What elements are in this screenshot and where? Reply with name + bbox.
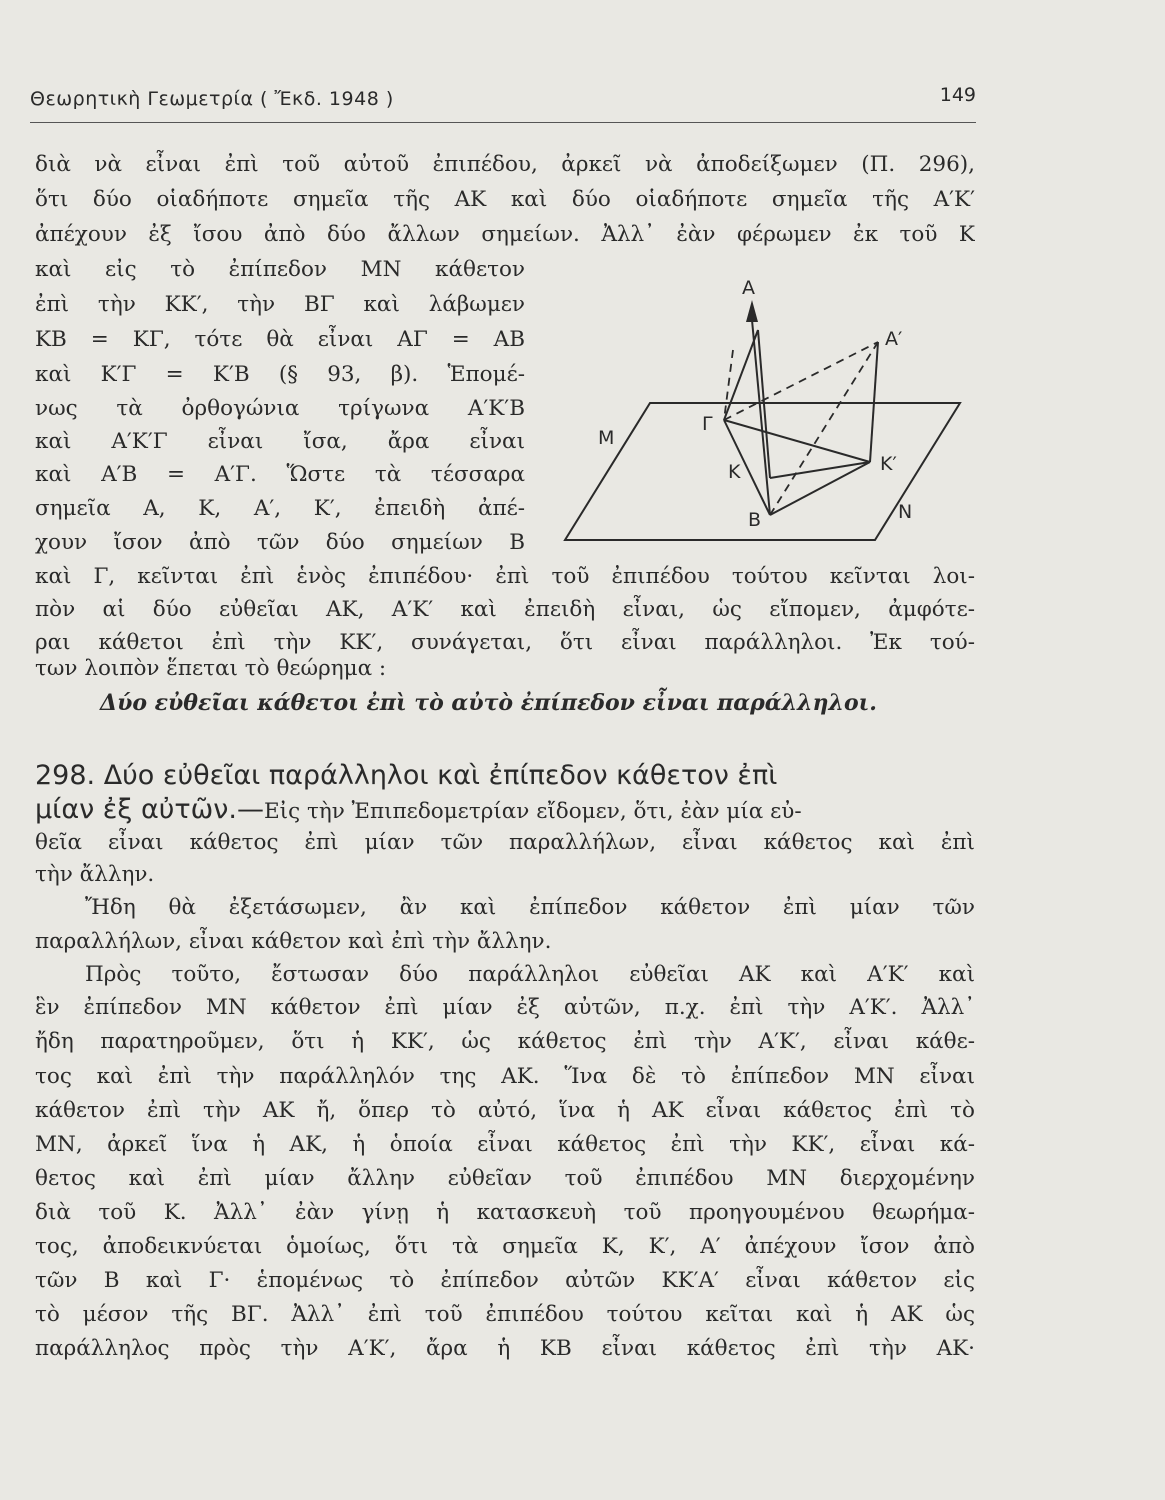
- running-header: [30, 86, 976, 123]
- text-line: ραι κάθετοι ἐπὶ τὴν ΚΚ′, συνάγεται, ὅτι εἶναι παράλληλοι. Ἐκ τού-: [35, 630, 975, 655]
- label-a-prime: A′: [885, 328, 903, 350]
- text-line: ὅτι δύο οἱαδήποτε σημεῖα τῆς ΑΚ καὶ δύο οἱαδήποτε σημεῖα τῆς Α′Κ′: [35, 187, 975, 212]
- text-line: τος, ἀποδεικνύεται ὁμοίως, ὅτι τὰ σημεῖα Κ, Κ′, Α′ ἀπέχουν ἴσον ἀπὸ: [35, 1234, 975, 1259]
- text-line: τος καὶ ἐπὶ τὴν παράλληλόν της ΑΚ. Ἵνα δὲ τὸ ἐπίπεδον ΜΝ εἶναι: [35, 1064, 975, 1089]
- text-line: κάθετον ἐπὶ τὴν ΑΚ ἤ, ὅπερ τὸ αὐτό, ἵνα ἡ ΑΚ εἶναι κάθετος ἐπὶ τὸ: [35, 1098, 975, 1123]
- label-k: K: [728, 461, 741, 483]
- text-line: ἤδη παρατηροῦμεν, ὅτι ἡ ΚΚ′, ὡς κάθετος ἐπὶ τὴν Α′Κ′, εἶναι κάθε-: [35, 1029, 975, 1054]
- section-heading-continued: [35, 794, 975, 825]
- text-line: διὰ νὰ εἶναι ἐπὶ τοῦ αὐτοῦ ἐπιπέδου, ἀρκεῖ νὰ ἀποδείξωμεν (Π. 296),: [35, 152, 975, 177]
- line-a-gamma: [724, 330, 758, 420]
- text-line: θετος καὶ ἐπὶ μίαν ἄλλην εὐθεῖαν τοῦ ἐπιπέδου ΜΝ διερχομένην: [35, 1166, 975, 1191]
- text-line: Ἤδη θὰ ἐξετάσωμεν, ἂν καὶ ἐπίπεδον κάθετον ἐπὶ μίαν τῶν: [85, 895, 975, 920]
- text-line: Πρὸς τοῦτο, ἔστωσαν δύο παράλληλοι εὐθεῖαι ΑΚ καὶ Α′Κ′ καὶ: [85, 962, 975, 987]
- text-line: ἀπέχουν ἐξ ἴσου ἀπὸ δύο ἄλλων σημείων. Ἀλλ᾽ ἐὰν φέρωμεν ἐκ τοῦ Κ: [35, 222, 975, 247]
- text-line: ΚΒ = ΚΓ, τότε θὰ εἶναι ΑΓ = ΑΒ: [35, 327, 525, 352]
- header-title: Θεωρητικὴ Γεωμετρία ( Ἔκδ. 1948 ): [30, 88, 394, 110]
- dashed-b-a-prime: [770, 342, 878, 515]
- section-heading-end: μίαν ἐξ αὐτῶν.—: [35, 794, 264, 825]
- section-text-start: Εἰς τὴν Ἐπιπεδομετρίαν εἴδομεν, ὅτι, ἐὰν μία εὐ-: [263, 799, 802, 824]
- label-m: M: [598, 427, 615, 449]
- label-n: N: [898, 501, 913, 523]
- text-line: καὶ Α′Β = Α′Γ. Ὥστε τὰ τέσσαρα: [35, 462, 525, 487]
- text-line: καὶ Γ, κεῖνται ἐπὶ ἑνὸς ἐπιπέδου· ἐπὶ τοῦ ἐπιπέδου τούτου κεῖνται λοι-: [35, 564, 975, 589]
- theorem-statement: Δύο εὐθεῖαι κάθετοι ἐπὶ τὸ αὐτὸ ἐπίπεδον εἶναι παράλληλοι.: [100, 690, 877, 716]
- text-line: ἓν ἐπίπεδον ΜΝ κάθετον ἐπὶ μίαν ἐξ αὐτῶν, π.χ. ἐπὶ τὴν Α′Κ′. Ἀλλ᾽: [35, 995, 975, 1020]
- line-gamma-k-prime: [724, 420, 870, 462]
- text-line: παραλλήλων, εἶναι κάθετον καὶ ἐπὶ τὴν ἄλλην.: [35, 929, 552, 954]
- text-line: διὰ τοῦ Κ. Ἀλλ᾽ ἐὰν γίνῃ ἡ κατασκευὴ τοῦ προηγουμένου θεωρήμα-: [35, 1200, 975, 1225]
- dashed-gamma-a-prime: [724, 342, 878, 420]
- text-line: ἐπὶ τὴν ΚΚ′, τὴν ΒΓ καὶ λάβωμεν: [35, 292, 525, 317]
- text-line: πὸν αἱ δύο εὐθεῖαι ΑΚ, Α′Κ′ καὶ ἐπειδὴ εἶναι, ὡς εἴπομεν, ἀμφότε-: [35, 597, 975, 622]
- arrowhead: [746, 300, 758, 322]
- text-line: χουν ἴσον ἀπὸ τῶν δύο σημείων Β: [35, 530, 525, 555]
- text-line: καὶ Κ′Γ = Κ′Β (§ 93, β). Ἑπομέ-: [35, 362, 525, 387]
- text-line: παράλληλος πρὸς τὴν Α′Κ′, ἄρα ἡ ΚΒ εἶναι κάθετος ἐπὶ τὴν ΑΚ·: [35, 1336, 975, 1361]
- text-line: τὴν ἄλλην.: [35, 862, 155, 887]
- line-ab: [752, 320, 770, 515]
- text-line: των λοιπὸν ἕπεται τὸ θεώρημα :: [35, 656, 387, 681]
- section-heading: 298. Δύο εὐθεῖαι παράλληλοι καὶ ἐπίπεδον κάθετον ἐπὶ: [35, 760, 778, 791]
- label-k-prime: K′: [880, 453, 897, 475]
- text-line: ΜΝ, ἀρκεῖ ἵνα ἡ ΑΚ, ἡ ὁποία εἶναι κάθετος ἐπὶ τὴν ΚΚ′, εἶναι κά-: [35, 1132, 975, 1157]
- text-line: νως τὰ ὀρθογώνια τρίγωνα Α′Κ′Β: [35, 396, 525, 421]
- text-line: τὸ μέσον τῆς ΒΓ. Ἀλλ᾽ ἐπὶ τοῦ ἐπιπέδου τούτου κεῖται καὶ ἡ ΑΚ ὡς: [35, 1302, 975, 1327]
- text-line: τῶν Β καὶ Γ· ἑπομένως τὸ ἐπίπεδον αὐτῶν ΚΚ′Α′ εἶναι κάθετον εἰς: [35, 1268, 975, 1293]
- label-a: A: [742, 277, 755, 299]
- label-gamma: Γ: [702, 413, 713, 435]
- text-line: καὶ εἰς τὸ ἐπίπεδον ΜΝ κάθετον: [35, 257, 525, 282]
- label-b: B: [748, 509, 762, 531]
- text-line: σημεῖα Α, Κ, Α′, Κ′, ἐπειδὴ ἀπέ-: [35, 496, 525, 521]
- geometry-figure: [555, 270, 975, 550]
- page-number: 149: [939, 84, 976, 106]
- text-line: θεῖα εἶναι κάθετος ἐπὶ μίαν τῶν παραλλήλων, εἶναι κάθετος καὶ ἐπὶ: [35, 830, 975, 855]
- text-line: καὶ Α′Κ′Γ εἶναι ἴσα, ἄρα εἶναι: [35, 429, 525, 454]
